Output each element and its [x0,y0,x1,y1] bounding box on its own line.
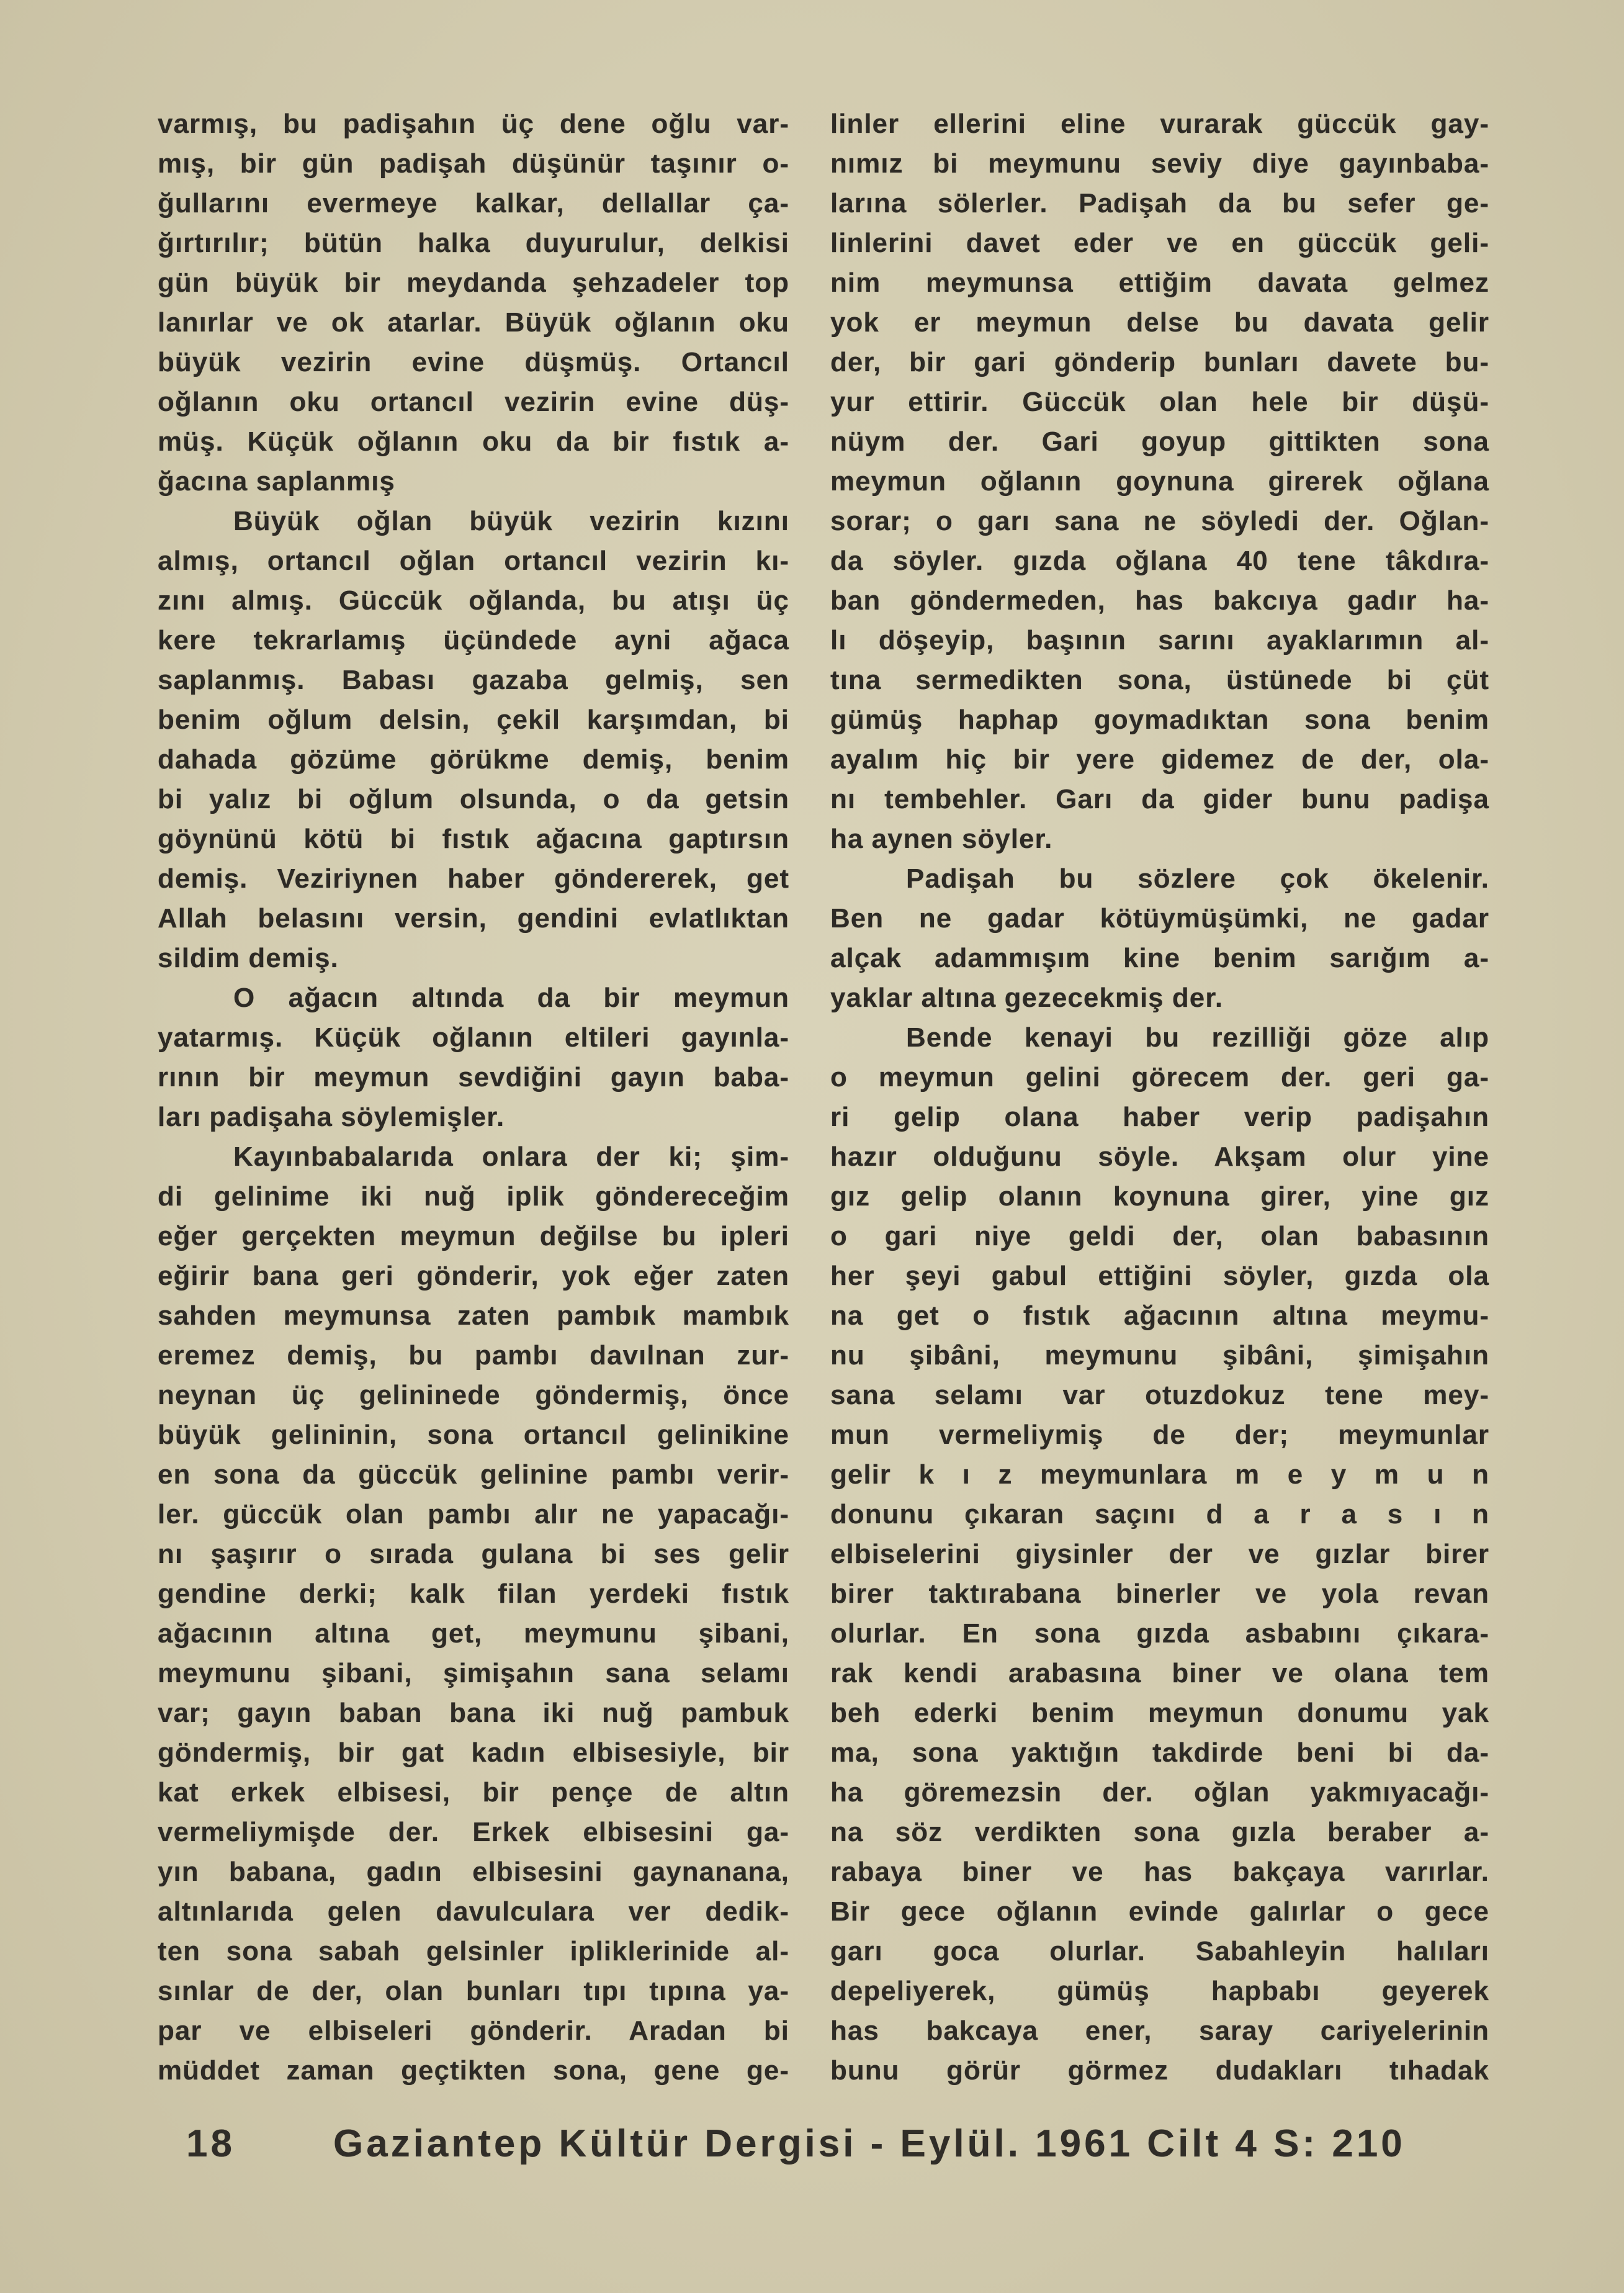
text-line: oğlanın oku ortancıl vezirin evine düş- [158,387,789,417]
text-line: ha aynen söyler. [830,824,1053,854]
text-line: yatarmış. Küçük oğlanın eltileri gayınla- [158,1022,789,1053]
text-line: Büyük oğlan büyük vezirin kızını [233,506,789,536]
text-line: ayalım hiç bir yere gidemez de der, ola- [830,744,1489,775]
text-line: nımız bi meymunu seviy diye gayınbaba- [830,148,1489,179]
text-line: rak kendi arabasına biner ve olana tem [830,1658,1489,1688]
text-line: büyük gelininin, sona ortancıl gelinikine [158,1420,789,1450]
text-line: nı şaşırır o sırada gulana bi ses gelir [158,1539,789,1569]
text-line: almış, ortancıl oğlan ortancıl vezirin kı- [158,546,789,576]
text-line: lı döşeyip, başının sarını ayaklarımın al- [830,625,1489,655]
text-line: zını almış. Güccük oğlanda, bu atışı üç [158,585,789,616]
text-line: o meymun gelini görecem der. geri ga- [830,1062,1489,1092]
text-line: lanırlar ve ok atarlar. Büyük oğlanın oku [158,307,789,338]
text-line: eğer gerçekten meymun değilse bu ipleri [158,1221,789,1251]
text-line: ha göremezsin der. oğlan yakmıyacağı- [830,1777,1489,1808]
page-footer [0,2118,1624,2170]
text-line: gendine derki; kalk filan yerdeki fıstık [158,1579,789,1609]
text-line: beh ederki benim meymun donumu yak [830,1698,1489,1728]
right-column [830,104,1489,2091]
text-line: o gari niye geldi der, olan babasının [830,1221,1489,1251]
text-line: gelir k ı z meymunlara m e y m u n [830,1459,1489,1490]
text-line: neynan üç gelininede göndermiş, önce [158,1380,789,1410]
text-line: nim meymunsa ettiğim davata gelmez [830,268,1489,298]
text-line: na get o fıstık ağacının altına meymu- [830,1300,1489,1331]
text-line: linler ellerini eline vurarak güccük gay- [830,109,1489,139]
text-line: ları padişaha söylemişler. [158,1102,505,1132]
text-line: müş. Küçük oğlanın oku da bir fıstık a- [158,426,789,457]
text-line: yok er meymun delse bu davata gelir [830,307,1489,338]
text-line: göynünü kötü bi fıstık ağacına gaptırsın [158,824,789,854]
text-line: vermeliymişde der. Erkek elbisesini ga- [158,1817,789,1847]
left-column [158,104,789,2091]
text-line: olurlar. En sona gızda asbabını çıkara- [830,1618,1489,1649]
text-line: sınlar de der, olan bunları tıpı tıpına ya- [158,1976,789,2006]
text-line: ri gelip olana haber verip padişahın [830,1102,1489,1132]
text-line: tına sermedikten sona, üstünede bi çüt [830,665,1489,695]
text-line: Allah belasını versin, gendini evlatlıktan [158,903,789,934]
text-line: donunu çıkaran saçını d a r a s ı n [830,1499,1489,1529]
text-line: büyük vezirin evine düşmüş. Ortancıl [158,347,789,377]
text-line: altınlarıda gelen davulculara ver dedik- [158,1896,789,1927]
text-line: mış, bir gün padişah düşünür taşınır o- [158,148,789,179]
text-line: benim oğlum delsin, çekil karşımdan, bi [158,705,789,735]
text-line: alçak adammışım kine benim sarığım a- [830,943,1489,973]
text-line: yaklar altına gezecekmiş der. [830,983,1224,1013]
text-line: linlerini davet eder ve en güccük geli- [830,228,1489,258]
text-line: da söyler. gızda oğlana 40 tene tâkdıra- [830,546,1489,576]
text-line: var; gayın baban bana iki nuğ pambuk [158,1698,789,1728]
text-line: en sona da güccük gelinine pambı verir- [158,1459,789,1490]
text-line: na söz verdikten sona gızla beraber a- [830,1817,1489,1847]
text-line: nu şibâni, meymunu şibâni, şimişahın [830,1340,1489,1371]
text-line: ğacına saplanmış [158,466,395,497]
text-line: nı tembehler. Garı da gider bunu padişa [830,784,1489,814]
text-line: O ağacın altında da bir meymun [233,983,789,1013]
text-line: ten sona sabah gelsinler ipliklerinide al- [158,1936,789,1966]
text-line: meymunu şibani, şimişahın sana selamı [158,1658,789,1688]
text-line: bi yalız bi oğlum olsunda, o da getsin [158,784,789,814]
text-line: depeliyerek, gümüş hapbabı geyerek [830,1976,1489,2006]
text-line: ma, sona yaktığın takdirde beni bi da- [830,1737,1489,1768]
text-line: yur ettirir. Güccük olan hele bir düşü- [830,387,1489,417]
text-line: rının bir meymun sevdiğini gayın baba- [158,1062,789,1092]
text-line: gün büyük bir meydanda şehzadeler top [158,268,789,298]
text-line: di gelinime iki nuğ iplik göndereceğim [158,1181,789,1212]
text-line: ğullarını evermeye kalkar, dellallar ça- [158,188,789,218]
text-line: has bakcaya ener, saray cariyelerinin [830,2016,1489,2046]
text-line: elbiselerini giysinler der ve gızlar birer [830,1539,1489,1569]
text-line: hazır olduğunu söyle. Akşam olur yine [830,1142,1489,1172]
text-line: sana selamı var otuzdokuz tene mey- [830,1380,1489,1410]
publication-info: Gaziantep Kültür Dergisi - Eylül. 1961 Cilt 4 S: 210 [333,2122,1406,2165]
text-line: Bende kenayi bu rezilliği göze alıp [906,1022,1489,1053]
text-line: meymun oğlanın goynuna girerek oğlana [830,466,1489,497]
text-line: eğirir bana geri gönderir, yok eğer zaten [158,1261,789,1291]
text-line: ğırtırılır; bütün halka duyurulur, delkisi [158,228,789,258]
text-line: Ben ne gadar kötüymüşümki, ne gadar [830,903,1489,934]
text-line: ban göndermeden, has bakcıya gadır ha- [830,585,1489,616]
text-line: eremez demiş, bu pambı davılnan zur- [158,1340,789,1371]
text-line: ağacının altına get, meymunu şibani, [158,1618,789,1649]
text-line: kat erkek elbisesi, bir pençe de altın [158,1777,789,1808]
text-line: ler. güccük olan pambı alır ne yapacağı- [158,1499,789,1529]
text-line: der, bir gari gönderip bunları davete bu- [830,347,1489,377]
text-line: gümüş haphap goymadıktan sona benim [830,705,1489,735]
text-line: gız gelip olanın koynuna girer, yine gız [830,1181,1489,1212]
text-line: her şeyi gabul ettiğini söyler, gızda ola [830,1261,1489,1291]
text-line: sorar; o garı sana ne söyledi der. Oğlan- [830,506,1489,536]
text-line: sildim demiş. [158,943,339,973]
text-line: larına sölerler. Padişah da bu sefer ge- [830,188,1489,218]
text-line: kere tekrarlamış üçündede ayni ağaca [158,625,789,655]
text-line: Kayınbabalarıda onlara der ki; şim- [233,1142,789,1172]
text-line: yın babana, gadın elbisesini gaynanana, [158,1857,789,1887]
text-line: varmış, bu padişahın üç dene oğlu var- [158,109,789,139]
text-line: Bir gece oğlanın evinde galırlar o gece [830,1896,1489,1927]
text-line: mun vermeliymiş de der; meymunlar [830,1420,1489,1450]
text-line: Padişah bu sözlere çok ökelenir. [906,863,1489,894]
text-line: dahada gözüme görükme demiş, benim [158,744,789,775]
text-line: rabaya biner ve has bakçaya varırlar. [830,1857,1489,1887]
text-line: müddet zaman geçtikten sona, gene ge- [158,2055,789,2086]
text-line: par ve elbiseleri gönderir. Aradan bi [158,2016,789,2046]
text-line: saplanmış. Babası gazaba gelmiş, sen [158,665,789,695]
text-line: sahden meymunsa zaten pambık mambık [158,1300,789,1331]
text-line: göndermiş, bir gat kadın elbisesiyle, bir [158,1737,789,1768]
text-line: demiş. Veziriynen haber göndererek, get [158,863,789,894]
text-line: nüym der. Gari goyup gittikten sona [830,426,1489,457]
text-line: birer taktırabana binerler ve yola revan [830,1579,1489,1609]
text-line: garı goca olurlar. Sabahleyin halıları [830,1936,1489,1966]
text-line: bunu görür görmez dudakları tıhadak [830,2055,1489,2086]
page-number: 18 [186,2122,235,2165]
